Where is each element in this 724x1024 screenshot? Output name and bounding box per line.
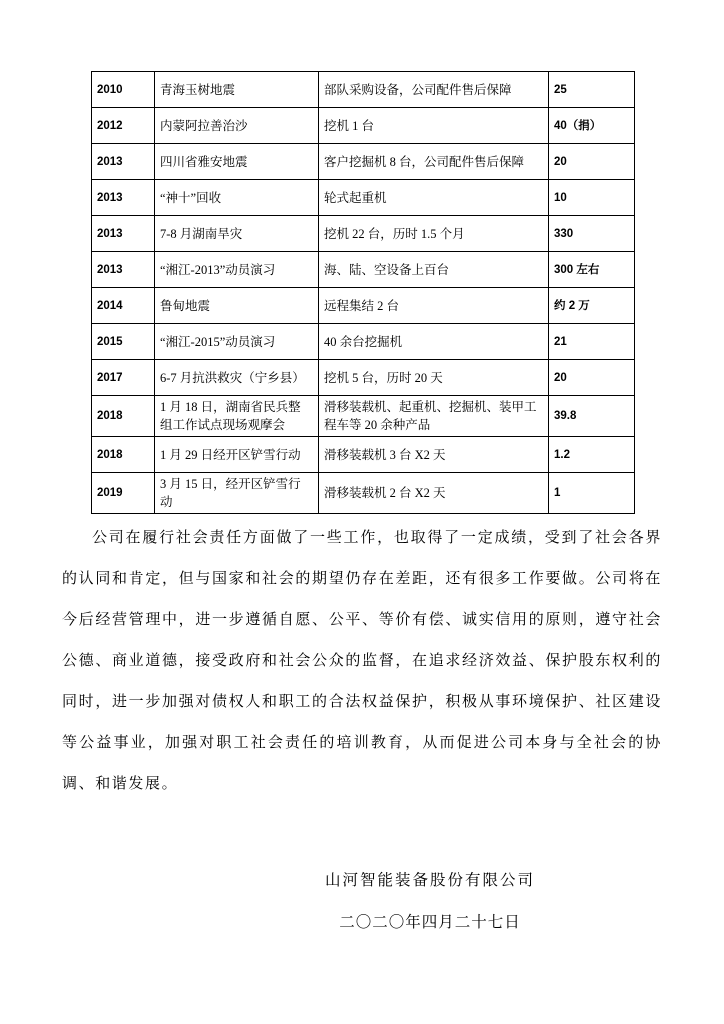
signature-block bbox=[0, 860, 724, 944]
table-row bbox=[92, 324, 635, 360]
equipment-cell: 海、陆、空设备上百台 bbox=[319, 252, 549, 288]
event-cell: 7-8 月湖南旱灾 bbox=[155, 216, 319, 252]
equipment-cell: 挖机 1 台 bbox=[319, 108, 549, 144]
event-cell: 3 月 15 日，经开区铲雪行动 bbox=[155, 473, 319, 514]
year-cell: 2017 bbox=[92, 360, 155, 396]
equipment-cell: 远程集结 2 台 bbox=[319, 288, 549, 324]
event-cell: 6-7 月抗洪救灾（宁乡县） bbox=[155, 360, 319, 396]
amount-cell: 330 bbox=[549, 216, 635, 252]
event-cell: “湘江-2013”动员演习 bbox=[155, 252, 319, 288]
table-row bbox=[92, 437, 635, 473]
year-cell: 2015 bbox=[92, 324, 155, 360]
company-name: 山河智能装备股份有限公司 bbox=[324, 872, 535, 889]
amount-cell: 20 bbox=[549, 144, 635, 180]
year-cell: 2014 bbox=[92, 288, 155, 324]
year-cell: 2019 bbox=[92, 473, 155, 514]
table-row bbox=[92, 216, 635, 252]
amount-cell: 21 bbox=[549, 324, 635, 360]
equipment-cell: 40 余台挖掘机 bbox=[319, 324, 549, 360]
event-cell: 青海玉树地震 bbox=[155, 72, 319, 108]
event-cell: 鲁甸地震 bbox=[155, 288, 319, 324]
year-cell: 2010 bbox=[92, 72, 155, 108]
amount-cell: 300 左右 bbox=[549, 252, 635, 288]
table-row bbox=[92, 108, 635, 144]
amount-cell: 1 bbox=[549, 473, 635, 514]
equipment-cell: 部队采购设备，公司配件售后保障 bbox=[319, 72, 549, 108]
contributions-table bbox=[91, 71, 635, 514]
table-row bbox=[92, 252, 635, 288]
year-cell: 2018 bbox=[92, 396, 155, 437]
equipment-cell: 滑移装载机、起重机、挖掘机、装甲工程车等 20 余种产品 bbox=[319, 396, 549, 437]
amount-cell: 约 2 万 bbox=[549, 288, 635, 324]
event-cell: 1 月 29 日经开区铲雪行动 bbox=[155, 437, 319, 473]
table-row bbox=[92, 396, 635, 437]
table-row bbox=[92, 473, 635, 514]
equipment-cell: 客户挖掘机 8 台，公司配件售后保障 bbox=[319, 144, 549, 180]
amount-cell: 25 bbox=[549, 72, 635, 108]
event-cell: 四川省雅安地震 bbox=[155, 144, 319, 180]
table-row bbox=[92, 144, 635, 180]
amount-cell: 1.2 bbox=[549, 437, 635, 473]
year-cell: 2018 bbox=[92, 437, 155, 473]
event-cell: 1 月 18 日，湖南省民兵整组工作试点现场观摩会 bbox=[155, 396, 319, 437]
equipment-cell: 滑移装载机 3 台 X2 天 bbox=[319, 437, 549, 473]
year-cell: 2013 bbox=[92, 216, 155, 252]
year-cell: 2013 bbox=[92, 180, 155, 216]
table-row bbox=[92, 288, 635, 324]
year-cell: 2013 bbox=[92, 252, 155, 288]
amount-cell: 40（捐） bbox=[549, 108, 635, 144]
table-row bbox=[92, 360, 635, 396]
table-row bbox=[92, 72, 635, 108]
equipment-cell: 轮式起重机 bbox=[319, 180, 549, 216]
equipment-cell: 滑移装载机 2 台 X2 天 bbox=[319, 473, 549, 514]
year-cell: 2013 bbox=[92, 144, 155, 180]
equipment-cell: 挖机 5 台，历时 20 天 bbox=[319, 360, 549, 396]
signature-date: 二〇二〇年四月二十七日 bbox=[339, 914, 521, 931]
amount-cell: 39.8 bbox=[549, 396, 635, 437]
table-row bbox=[92, 180, 635, 216]
amount-cell: 20 bbox=[549, 360, 635, 396]
event-cell: 内蒙阿拉善治沙 bbox=[155, 108, 319, 144]
csr-paragraph: 公司在履行社会责任方面做了一些工作，也取得了一定成绩，受到了社会各界的认同和肯定，但与国家和社会的期望仍存在差距，还有很多工作要做。公司将在今后经营管理中，进一步遵循自愿、公平、等价有偿、诚实信用的原则，遵守社会公德、商业道德，接受政府和社会公众的监督，在追求经济效益、保护股东权利的同时，进一步加强对债权人和职工的合法权益保护，积极从事环境保护、社区建设等公益事业，加强对职工社会责任的培训教育，从而促进公司本身与全社会的协调、和谐发展。 bbox=[62, 530, 662, 792]
year-cell: 2012 bbox=[92, 108, 155, 144]
equipment-cell: 挖机 22 台，历时 1.5 个月 bbox=[319, 216, 549, 252]
amount-cell: 10 bbox=[549, 180, 635, 216]
event-cell: “湘江-2015”动员演习 bbox=[155, 324, 319, 360]
event-cell: “神十”回收 bbox=[155, 180, 319, 216]
